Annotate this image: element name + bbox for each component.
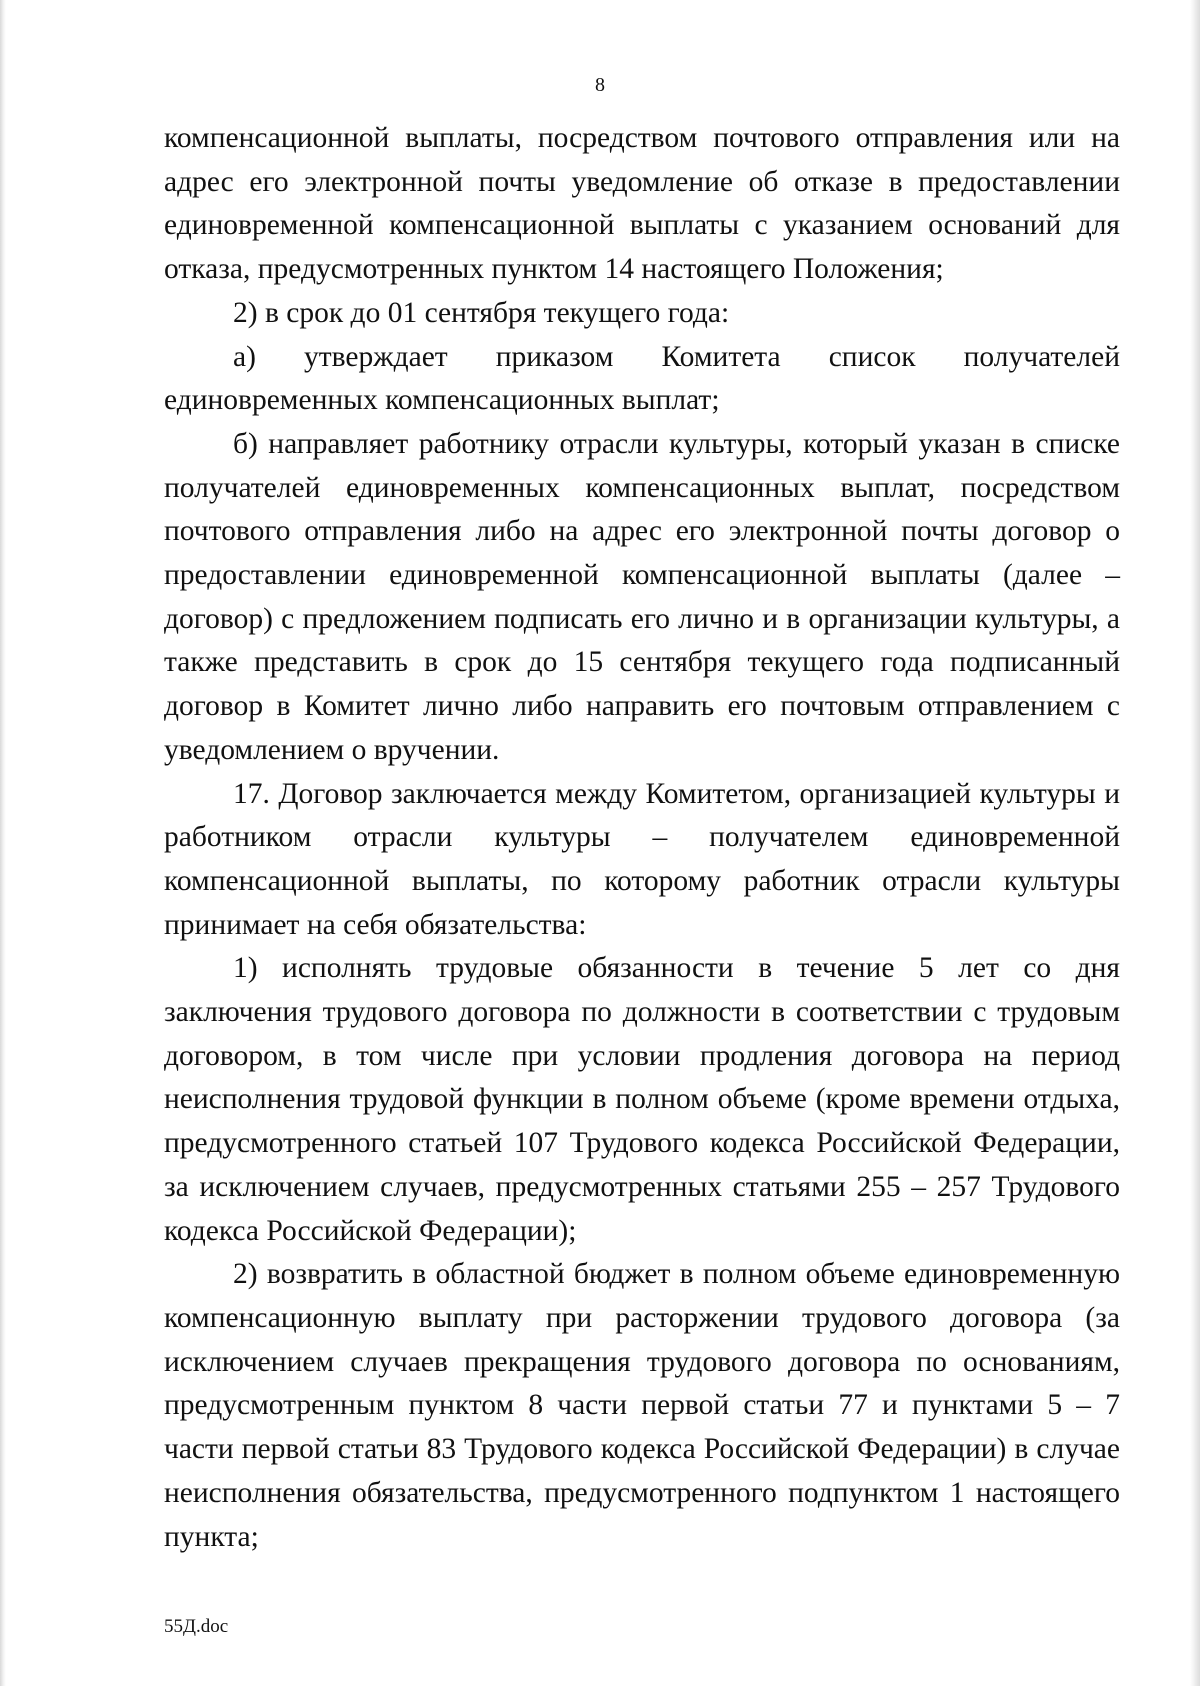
- paragraph-item-b: б) направляет работнику отрасли культуры, который указан в списке получателей единовременных компенсационных выплат, посредством почтового отправления либо на адрес его электронной почты договор о предоставлении единовременной компенсационной выплаты (далее – договор) с предложением подписать его лично и в организации культуры, а также представить в срок до 15 сентября текущего года подписанный договор в Комитет лично либо направить его почтовым отправлением с уведомлением о вручении.: [164, 427, 1120, 766]
- paragraph-17: 17. Договор заключается между Комитетом, организацией культуры и работником отрасли культуры – получателем единовременной компенсационной выплаты, по которому работник отрасли культуры принимает на себя обязательства:: [164, 777, 1120, 941]
- page-number: 8: [595, 74, 605, 96]
- scan-edge-right: [1190, 0, 1200, 1686]
- document-body: [164, 117, 1120, 1559]
- paragraph-item-a: а) утверждает приказом Комитета список получателей единовременных компенсационных выплат;: [164, 340, 1120, 417]
- paragraph-continuation: компенсационной выплаты, посредством почтового отправления или на адрес его электронной почты уведомление об отказе в предоставлении единовременной компенсационной выплаты с указанием оснований для отказа, предусмотренных пунктом 14 настоящего Положения;: [164, 122, 1120, 286]
- scan-edge-left: [0, 0, 6, 1686]
- paragraph-item-2: 2) в срок до 01 сентября текущего года:: [233, 296, 730, 329]
- paragraph-obligation-1: 1) исполнять трудовые обязанности в течение 5 лет со дня заключения трудового договора по должности в соответствии с трудовым договором, в том числе при условии продления договора на период неисполнения трудовой функции в полном объеме (кроме времени отдыха, предусмотренного статьей 107 Трудового кодекса Российской Федерации, за исключением случаев, предусмотренных статьями 255 – 257 Трудового кодекса Российской Федерации);: [164, 952, 1120, 1247]
- footer-filename: 55Д.doc: [164, 1616, 229, 1637]
- paragraph-obligation-2: 2) возвратить в областной бюджет в полном объеме единовременную компенсационную выплату при расторжении трудового договора (за исключением случаев прекращения трудового договора по основаниям, предусмотренным пунктом 8 части первой статьи 77 и пунктами 5 – 7 части первой статьи 83 Трудового кодекса Российской Федерации) в случае неисполнения обязательства, предусмотренного подпунктом 1 настоящего пункта;: [164, 1258, 1120, 1553]
